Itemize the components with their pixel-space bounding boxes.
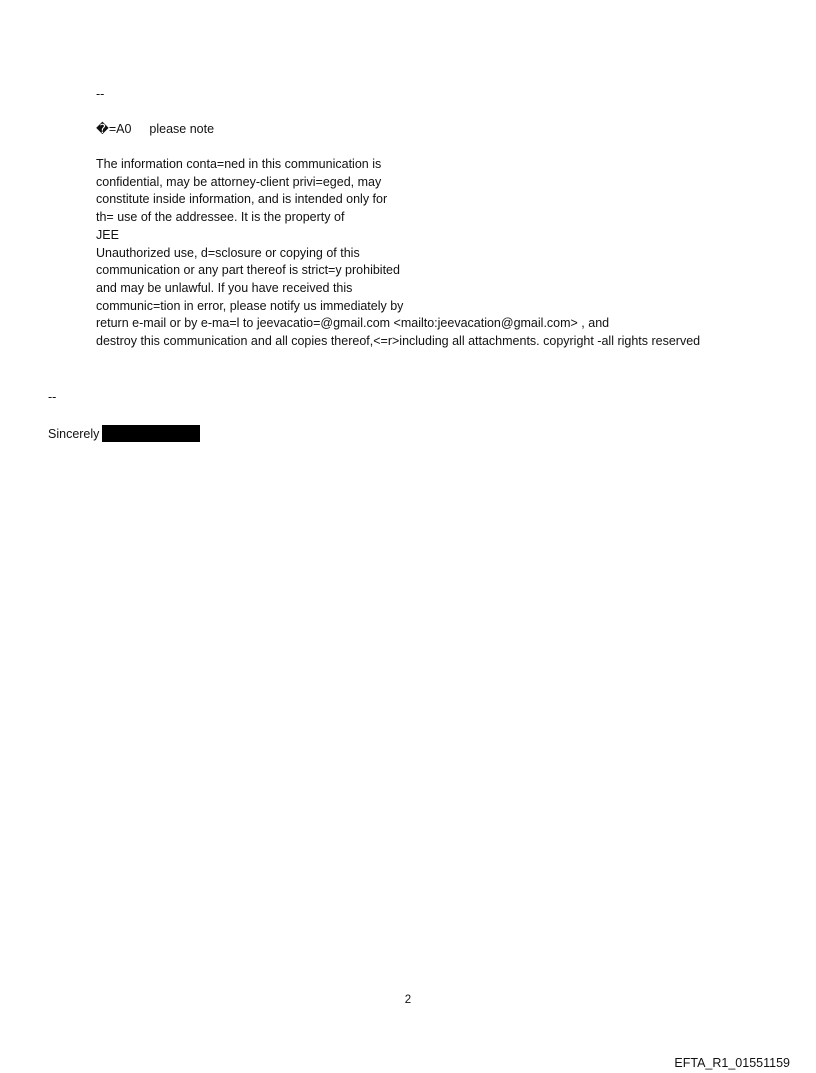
document-id: EFTA_R1_01551159: [674, 1056, 790, 1070]
redaction-box: [102, 425, 200, 442]
disclaimer-line: communic=tion in error, please notify us immediately by: [96, 298, 404, 313]
disclaimer-line: return e-mail or by e-ma=l to jeevacatio=@gmail.com <mailto:jeevacation@gmail.com> , and: [96, 316, 610, 331]
confidentiality-disclaimer: [96, 156, 796, 351]
page-number: 2: [404, 994, 412, 1006]
disclaimer-line: constitute inside information, and is intended only for: [96, 192, 388, 207]
disclaimer-line: destroy this communication and all copies thereof,<=r>including all attachments. copyright -all rights reserved: [96, 334, 701, 349]
note-prefix: �=A0: [96, 122, 132, 136]
disclaimer-line: communication or any part thereof is strict=y prohibited: [96, 263, 400, 278]
signature-separator: --: [48, 390, 57, 404]
disclaimer-line: JEE: [96, 227, 119, 242]
disclaimer-line: Unauthorized use, d=sclosure or copying of this: [96, 245, 360, 260]
disclaimer-line: confidential, may be attorney-client privi=eged, may: [96, 174, 382, 189]
note-text: please note: [149, 122, 215, 136]
disclaimer-line: and may be unlawful. If you have received this: [96, 280, 353, 295]
signature-text: Sincerely: [48, 427, 100, 441]
signature-line: [48, 425, 200, 444]
note-line: [96, 121, 214, 139]
disclaimer-line: th= use of the addressee. It is the property of: [96, 210, 345, 225]
quoted-separator: --: [96, 87, 105, 101]
disclaimer-line: The information conta=ned in this communication is: [96, 157, 382, 171]
